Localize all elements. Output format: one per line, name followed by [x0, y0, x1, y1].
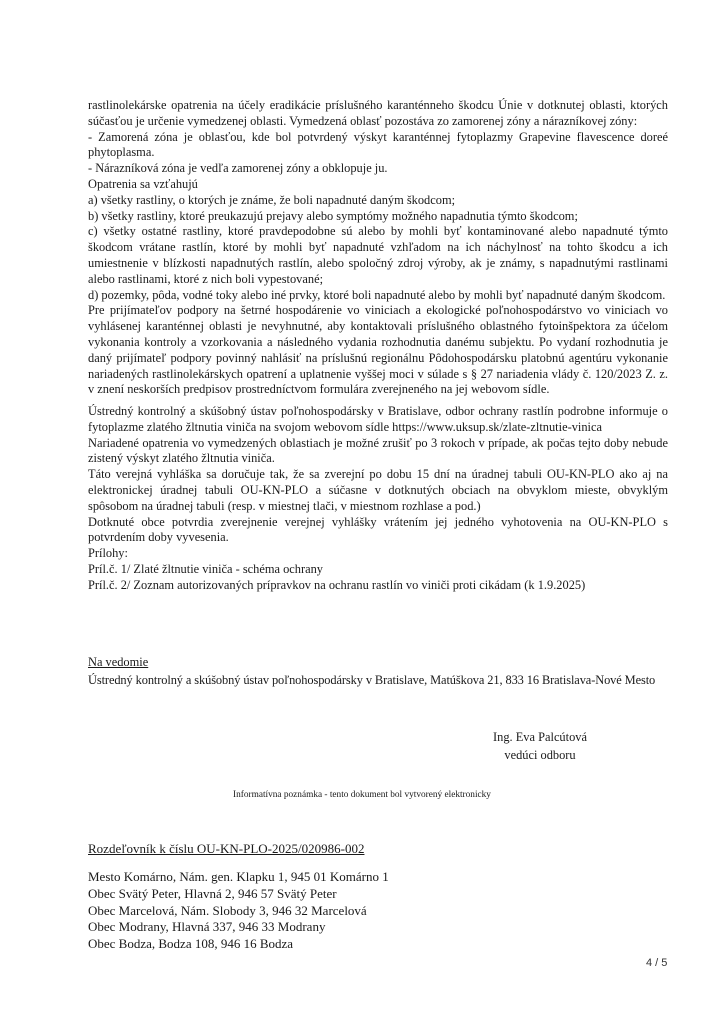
information-section — [88, 404, 668, 594]
distribution-list — [88, 869, 389, 953]
recipient-item: Obec Svätý Peter, Hlavná 2, 946 57 Svätý Peter — [88, 885, 337, 901]
recipient-item: Mesto Komárno, Nám. gen. Klapku 1, 945 01 Komárno 1 — [88, 869, 389, 884]
signatory-name: Ing. Eva Palcútová — [493, 730, 587, 744]
measures-section — [88, 98, 668, 398]
institute-info-paragraph: Ústredný kontrolný a skúšobný ústav poľnohospodársky v Bratislave, odbor ochrany rastlín podrobne informuje o fytoplazme zlatého žltnutia viniča na svojom webovom sídle https://www.uksup.sk/zlate-zltnutie-vinica — [88, 404, 668, 434]
measure-item-d: d) pozemky, pôda, vodné toky alebo iné prvky, ktoré boli napadnuté alebo by mohli byť napadnuté daným škodcom. — [88, 287, 666, 302]
signature-block — [470, 728, 610, 764]
recipient-item: Obec Marcelová, Nám. Slobody 3, 946 32 Marcelová — [88, 902, 367, 918]
recipient-item: Obec Bodza, Bodza 108, 946 16 Bodza — [88, 936, 294, 952]
buffer-zone-paragraph: - Nárazníková zóna je vedľa zamorenej zóny a obklopuje ju. — [88, 161, 388, 176]
page-number: 4 / 5 — [646, 957, 668, 969]
measure-item-b: b) všetky rastliny, ktoré preukazujú prejavy alebo symptómy možného napadnutia týmto škodcom; — [88, 208, 578, 223]
signatory-title: vedúci odboru — [504, 748, 576, 762]
attachment-2: Príl.č. 2/ Zoznam autorizovaných prípravkov na ochranu rastlín vo viniči proti cikádam (k 1.9.2025) — [88, 577, 586, 592]
measures-apply-heading: Opatrenia sa vzťahujú — [88, 176, 198, 191]
informative-note: Informatívna poznámka - tento dokument bol vytvorený elektronicky — [233, 790, 491, 800]
for-info-recipient: Ústredný kontrolný a skúšobný ústav poľnohospodársky v Bratislave, Matúškova 21, 833 16 Bratislava-Nové Mesto — [88, 673, 656, 687]
attachment-1: Príl.č. 1/ Zlaté žltnutie viniča - schéma ochrany — [88, 561, 323, 576]
delivery-paragraph: Táto verejná vyhláška sa doručuje tak, že sa zverejní po dobu 15 dní na úradnej tabuli OU-KN-PLO ako aj na elektronickej úradnej tabuli OU-KN-PLO a súčasne v dotknutých obciach na obvyklom mieste, obvyklým spôsobom na úradnej tabuli (resp. v miestnej tlači, v miestnom rozhlase a pod.) — [88, 467, 668, 513]
support-recipients-paragraph: Pre prijímateľov podpory na šetrné hospodárenie vo viniciach a ekologické poľnohospodárstvo vo viniciach vo vyhlásenej karanténnej oblasti je nevyhnutné, aby kontaktovali príslušného oblastného fytoinšpektora za účelom vykonania kontroly a vzorkovania a následného vydania rozhodnutia danému subjektu. Po vydaní rozhodnutia je daný prijímateľ podpory povinný nahlásiť na príslušnú regionálnu Pôdohospodársku platobnú agentúru vykonanie nariadených rastlinolekárskych opatrení a uplatnenie vyššej moci v súlade s § 27 nariadenia vlády č. 120/2023 Z. z. v znení neskorších predpisov prostredníctvom formulára zverejneného na jej webovom sídle. — [88, 303, 668, 397]
intro-paragraph: rastlinolekárske opatrenia na účely eradikácie príslušného karanténneho škodcu Únie v dotknutej oblasti, ktorých súčasťou je určenie vymedzenej oblasti. Vymedzená oblasť pozostáva zo zamorenej zóny a nárazníkovej zóny: — [88, 98, 668, 128]
cancellation-paragraph: Nariadené opatrenia vo vymedzených oblastiach je možné zrušiť po 3 rokoch v prípade, ak počas tejto doby nebude zistený výskyt zlatého žltnutia viniča. — [88, 435, 668, 466]
infested-zone-paragraph: - Zamorená zóna je oblasťou, kde bol potvrdený výskyt karanténnej fytoplazmy Grapevine flavescence doreé phytoplasma. — [88, 129, 668, 160]
for-info-heading: Na vedomie — [88, 655, 149, 669]
confirmation-paragraph: Dotknuté obce potvrdia zverejnenie verejnej vyhlášky vrátením jej jedného vyhotovenia na OU-KN-PLO s potvrdením doby vyvesenia. — [88, 514, 668, 545]
distribution-heading: Rozdeľovník k číslu OU-KN-PLO-2025/020986-002 — [88, 841, 365, 856]
attachments-heading: Prílohy: — [88, 546, 128, 561]
measure-item-c: c) všetky ostatné rastliny, ktoré pravdepodobne sú alebo by mohli byť kontaminované alebo napadnuté týmto škodcom vrátane rastlín, ktoré by mohli byť napadnuté vzhľadom na ich náchylnosť na tohto škodcu a ich umiestnenie v blízkosti napadnutých rastlín, alebo spoločný zdroj výroby, ak je známy, s napadnutými rastlinami alebo rastlinami, ktoré z nich boli vypestované; — [88, 224, 668, 286]
measure-item-a: a) všetky rastliny, o ktorých je známe, že boli napadnuté daným škodcom; — [88, 192, 456, 207]
recipient-item: Obec Modrany, Hlavná 337, 946 33 Modrany — [88, 919, 326, 935]
